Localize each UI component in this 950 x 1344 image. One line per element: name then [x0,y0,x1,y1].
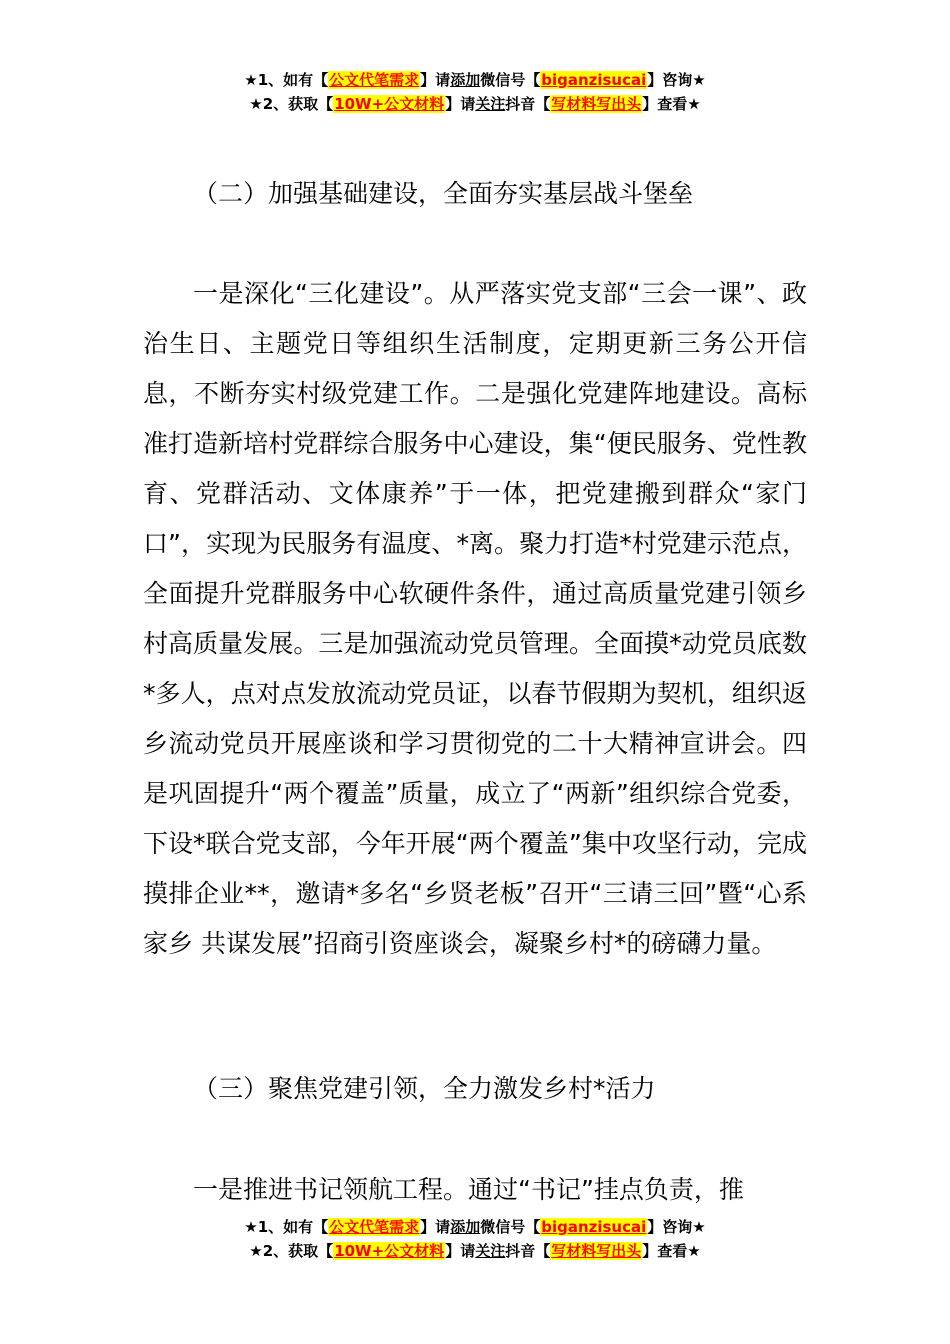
body-paragraph-2 [143,1165,807,1215]
banner-underlined: 添加 [450,1218,481,1236]
banner-line-1 [0,1215,950,1239]
banner-text: ★1、如有【 [244,1218,329,1236]
banner-underlined: 添加 [450,71,481,89]
banner-text: ★2、获取【 [249,95,334,113]
body-paragraph-1 [143,269,807,969]
banner-highlight: 10W+公文材料 [334,1242,445,1260]
banner-line-2 [0,92,950,116]
banner-highlight: 写材料写出头 [551,95,642,113]
section-heading-3: （三）聚焦党建引领，全力激发乡村*活力 [193,1074,656,1103]
paragraph-text: 一是推进书记领航工程。通过“书记”挂点负责，推 [193,1175,744,1204]
banner-line-2 [0,1239,950,1263]
banner-text: ★2、获取【 [249,1242,334,1260]
banner-text: 】请 [420,71,451,89]
banner-highlight: 公文代笔需求 [329,1218,420,1236]
banner-highlight: 写材料写出头 [551,1242,642,1260]
banner-text: 抖音【 [505,95,551,113]
banner-underlined: 关注 [475,1242,506,1260]
paragraph-text: 一是深化“三化建设”。从严落实党支部“三会一课”、政治生日、主题党日等组织生活制度，定期更新三务公开信息，不断夯实村级党建工作。二是强化党建阵地建设。高标准打造新培村党群综合服务中心建设，集“便民服务、党性教育、党群活动、文体康养”于一体，把党建搬到群众“家门口”，实现为民服务有温度、*离。聚力打造*村党建示范点，全面提升党群服务中心软硬件条件，通过高质量党建引领乡村高质量发展。三是加强流动党员管理。全面摸*动党员底数*多人，点对点发放流动党员证，以春节假期为契机，组织返乡流动党员开展座谈和学习贯彻党的二十大精神宣讲会。四是巩固提升“两个覆盖”质量，成立了“两新”组织综合党委，下设*联合党支部，今年开展“两个覆盖”集中攻坚行动，完成摸排企业**，邀请*多名“乡贤老板”召开“三请三回”暨“心系家乡 共谋发展”招商引资座谈会，凝聚乡村*的磅礴力量。 [143,279,807,958]
banner-text: 】查看★ [642,1242,701,1260]
banner-highlight: biganzisucai [541,1218,647,1236]
banner-text: 】请 [445,95,476,113]
banner-text: 】咨询★ [647,71,706,89]
footer-banner [0,1215,950,1263]
banner-underlined: 关注 [475,95,506,113]
banner-text: 微信号【 [480,71,541,89]
banner-text: ★1、如有【 [244,71,329,89]
banner-text: 】请 [445,1242,476,1260]
header-banner [0,68,950,116]
banner-text: 微信号【 [480,1218,541,1236]
banner-line-1 [0,68,950,92]
banner-text: 】咨询★ [647,1218,706,1236]
banner-text: 】请 [420,1218,451,1236]
banner-highlight: 公文代笔需求 [329,71,420,89]
banner-highlight: 10W+公文材料 [334,95,445,113]
banner-highlight: biganzisucai [541,71,647,89]
banner-text: 】查看★ [642,95,701,113]
section-heading-2: （二）加强基础建设，全面夯实基层战斗堡垒 [193,179,694,208]
banner-text: 抖音【 [505,1242,551,1260]
